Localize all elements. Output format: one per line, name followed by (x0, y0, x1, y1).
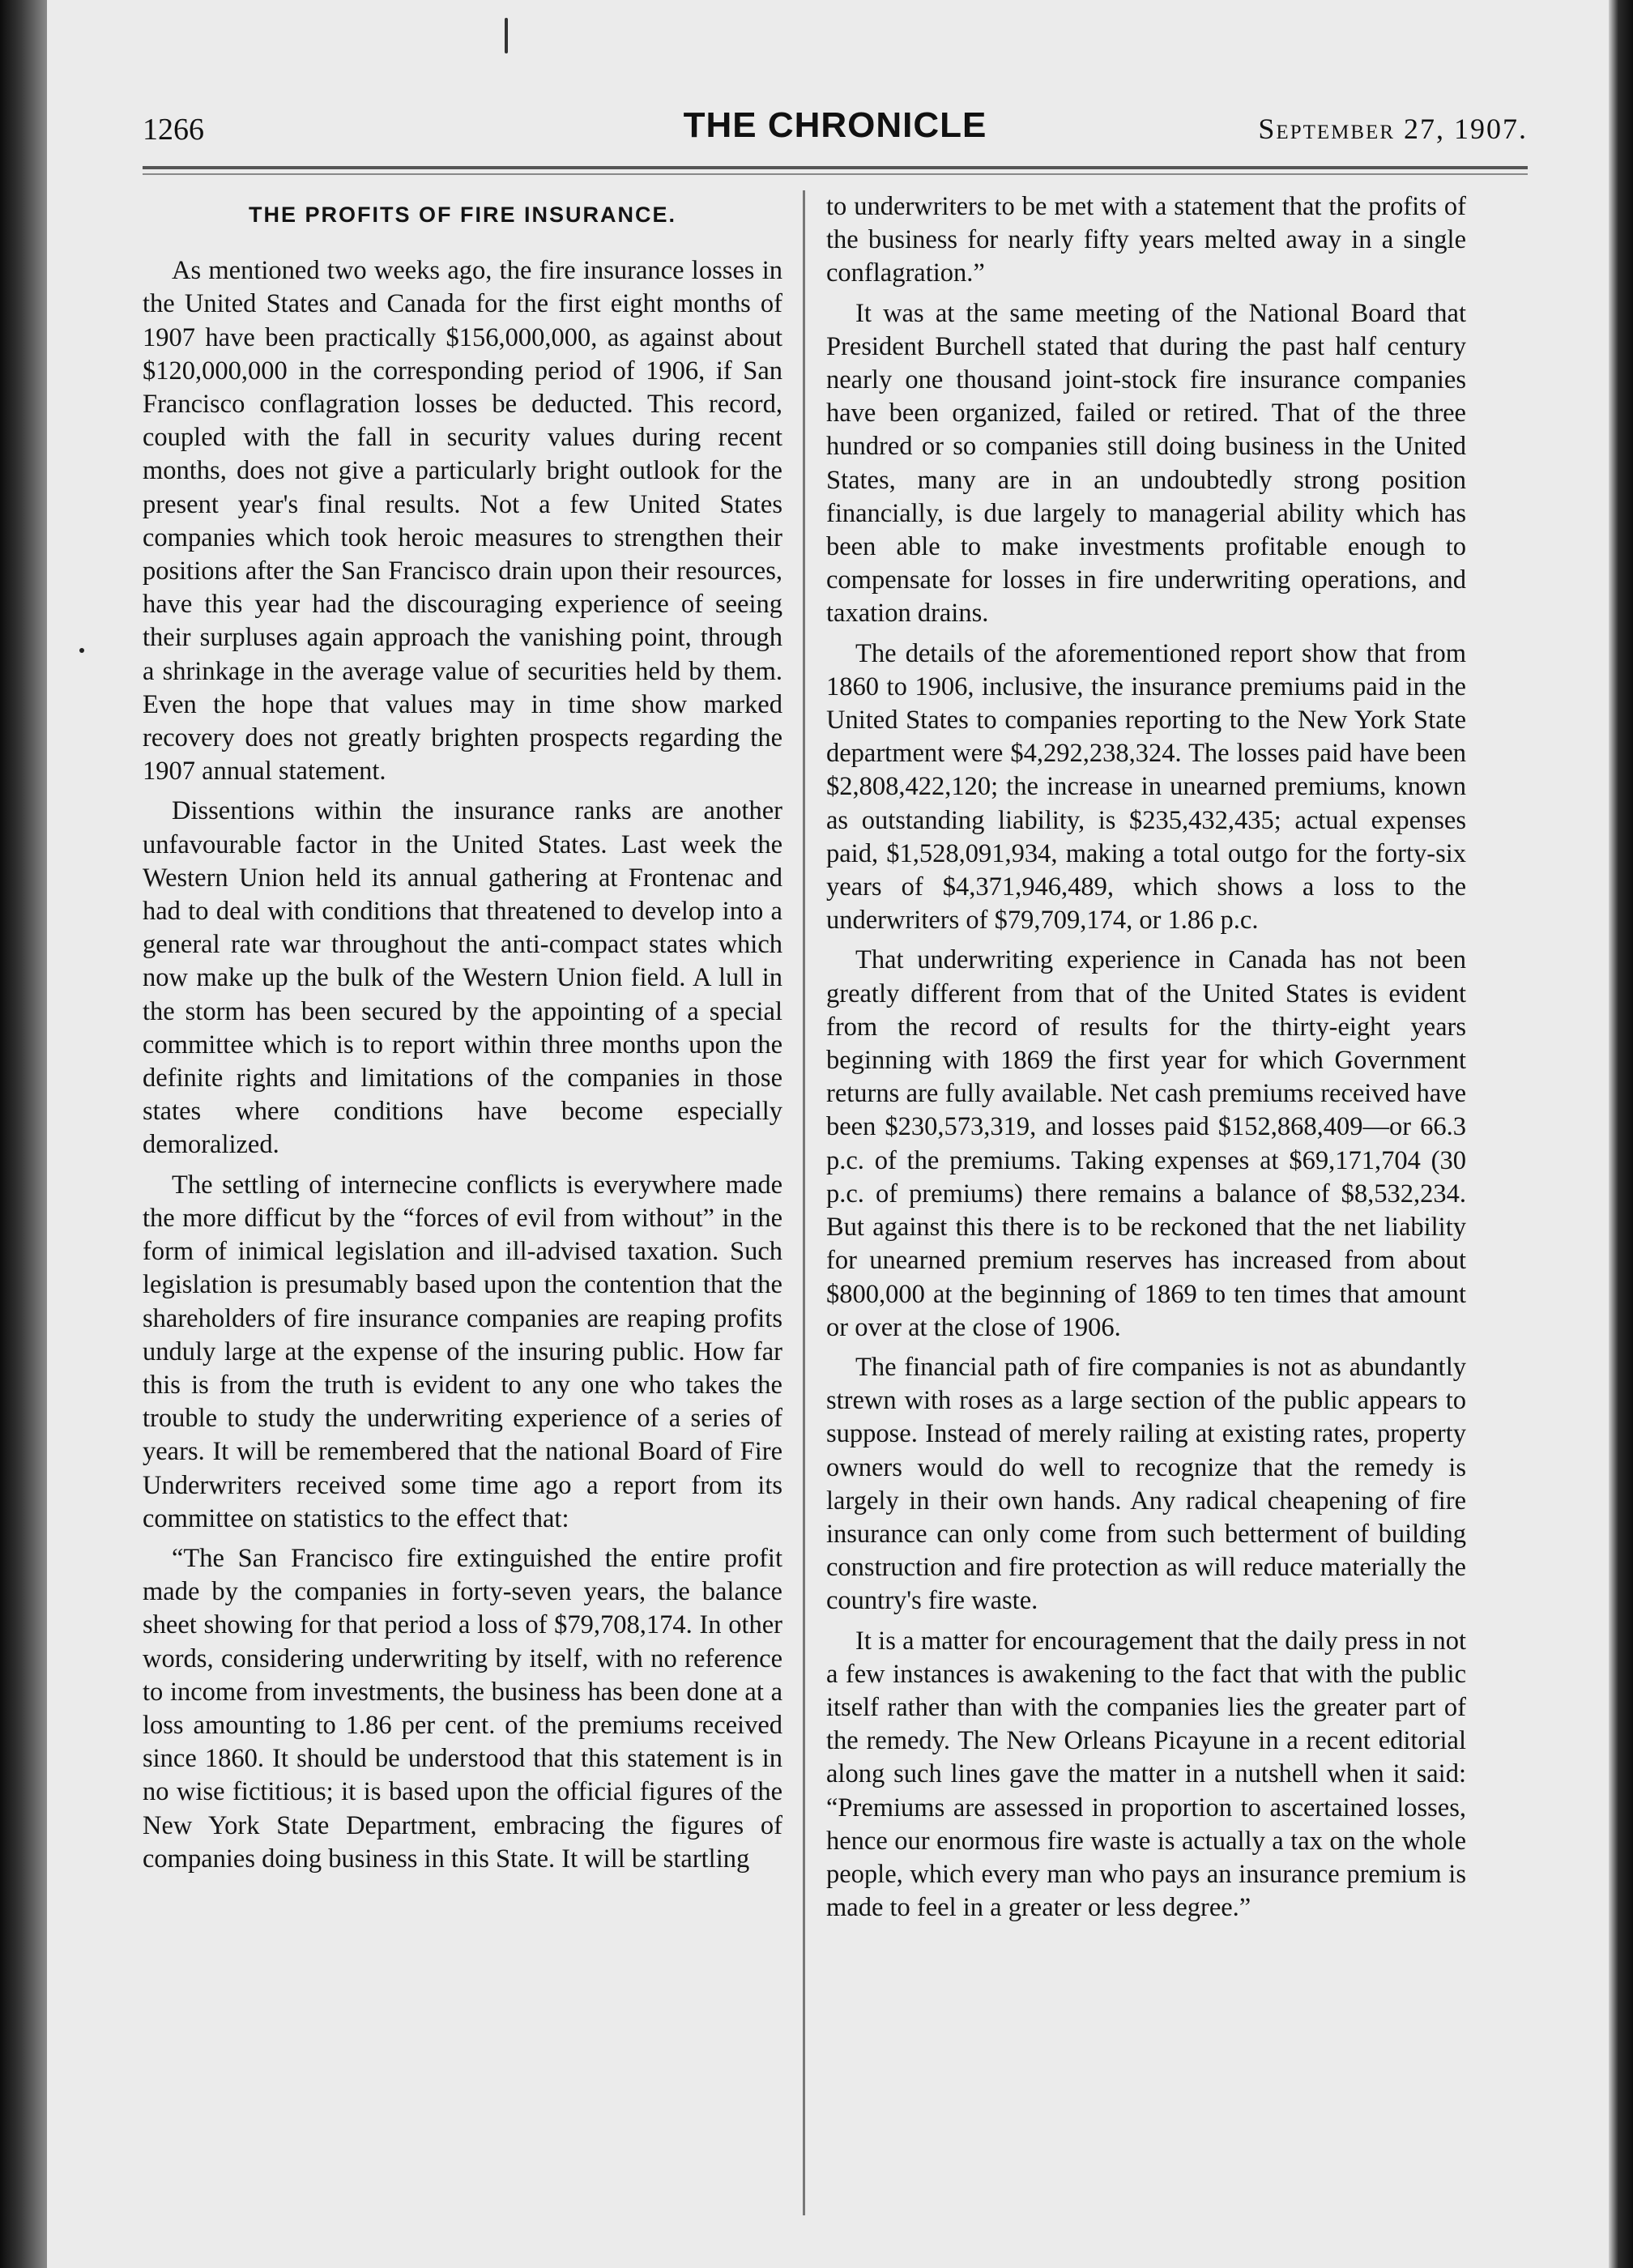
article-paragraph: As mentioned two weeks ago, the fire insurance losses in the United States and Canada for the first eight months of 1907 have been practically $156,000,000, as against about $120,000,000 in the corresponding period of 1906, if San Francisco conflagration losses be deducted. This record, coupled with the fall in security values during recent months, does not give a particularly bright outlook for the present year's final results. Not a few United States companies which took heroic measures to strengthen their positions after the San Francisco drain upon their resources, have this year had the discouraging experience of seeing their surpluses again approach the vanishing point, through a shrinkage in the average value of securities held by them. Even the hope that values may in time show marked recovery does not greatly brighten prospects regarding the 1907 annual statement. (143, 256, 782, 787)
page-binding-edge (0, 0, 47, 2268)
page-number: 1266 (143, 113, 204, 147)
article-paragraph: It is a matter for encouragement that the daily press in not a few instances is awakening to the fact that with the public itself rather than with the companies lies the greater part of the remedy. The New Orleans Picayune in a recent editorial along such lines gave the matter in a nutshell when it said: “Premiums are assessed in proportion to ascertained losses, hence our enormous fire waste is actually a tax on the whole people, which every man who pays an insurance premium is made to feel in a greater or less degree.” (826, 1626, 1466, 1923)
article-paragraph: The settling of internecine conflicts is everywhere made the more difficut by the “forces of evil from without” in the form of inimical legislation and ill-advised taxation. Such legislation is presumably based upon the contention that the shareholders of fire insurance companies are reaping profits unduly large at the expense of the insuring public. How far this is from the truth is evident to any one who takes the trouble to study the underwriting experience of a series of years. It will be remembered that the national Board of Fire Underwriters received some time ago a report from its committee on statistics to the effect that: (143, 1170, 782, 1533)
page-header (143, 105, 1528, 154)
newspaper-page (47, 0, 1609, 2268)
issue-date: September 27, 1907. (1258, 113, 1528, 145)
article-headline: THE PROFITS OF FIRE INSURANCE. (248, 202, 677, 227)
article-paragraph: The financial path of fire companies is not as abundantly strewn with roses as a large section of the public appears to suppose. Instead of merely railing at existing rates, property owners would do well to recognize that the remedy is largely in their own hands. Any radical cheapening of fire insurance can only come from such betterment of building construction and fire protection as will reduce materially the country's fire waste. (826, 1352, 1466, 1616)
header-rule-secondary (143, 173, 1528, 175)
scan-artifact (79, 648, 84, 653)
masthead: THE CHRONICLE (683, 105, 987, 145)
article-paragraph: It was at the same meeting of the National Board that President Burchell stated that during the past half century nearly one thousand joint-stock fire insurance companies have been organized, failed or retired. That of the three hundred or so companies still doing business in the United States, many are in an undoubtedly strong position financially, is due largely to managerial ability which has been able to make investments profitable enough to compensate for losses in fire underwriting operations, and taxation drains. (826, 298, 1466, 629)
scan-artifact (505, 18, 508, 53)
article-paragraph: The details of the aforementioned report show that from 1860 to 1906, inclusive, the insurance premiums paid in the United States to companies reporting to the New York State department were $4,292,238,324. The losses paid have been $2,808,422,120; the increase in unearned premiums, known as outstanding liability, is $235,432,435; actual expenses paid, $1,528,091,934, making a total outgo for the forty-six years of $4,371,946,489, which shows a loss to the underwriters of $79,709,174, or 1.86 p.c. (826, 638, 1466, 936)
right-column (826, 190, 1466, 1931)
header-rule (143, 166, 1528, 169)
article-paragraph-continued: to underwriters to be met with a statement that the profits of the business for nearly fifty years melted away in a single conflagration.” (826, 192, 1466, 288)
left-column (143, 190, 782, 1882)
article-paragraph: That underwriting experience in Canada has not been greatly different from that of the United States is evident from the record of results for the thirty-eight years beginning with 1869 the first year for which Government returns are fully available. Net cash premiums received have been $230,573,319, and losses paid $152,868,409—or 66.3 p.c. of the premiums. Taking expenses at $69,171,704 (30 p.c. of premiums) there remains a balance of $8,532,234. But against this there is to be reckoned that the net liability for unearned premium reserves has increased from about $800,000 at the beginning of 1869 to ten times that amount or over at the close of 1906. (826, 945, 1466, 1342)
article-paragraph: Dissentions within the insurance ranks are another unfavourable factor in the United States. Last week the Western Union held its annual gathering at Frontenac and had to deal with conditions that threatened to develop into a general rate war throughout the anti-compact states which now make up the bulk of the Western Union field. A lull in the storm has been secured by the appointing of a special committee which is to report within three months upon the definite rights and limitations of the companies in those states where conditions have become especially demoralized. (143, 796, 782, 1160)
quoted-report: “The San Francisco fire extinguished the entire profit made by the companies in forty-seven years, the balance sheet showing for that period a loss of $79,708,174. In other words, considering underwriting by itself, with no reference to income from investments, the business has been done at a loss amounting to 1.86 per cent. of the premiums received since 1860. It should be understood that this statement is in no wise fictitious; it is based upon the official figures of the New York State Department, embracing the figures of companies doing business in this State. It will be startling (143, 1543, 782, 1874)
page-right-edge (1609, 0, 1633, 2268)
column-divider (803, 190, 805, 2215)
